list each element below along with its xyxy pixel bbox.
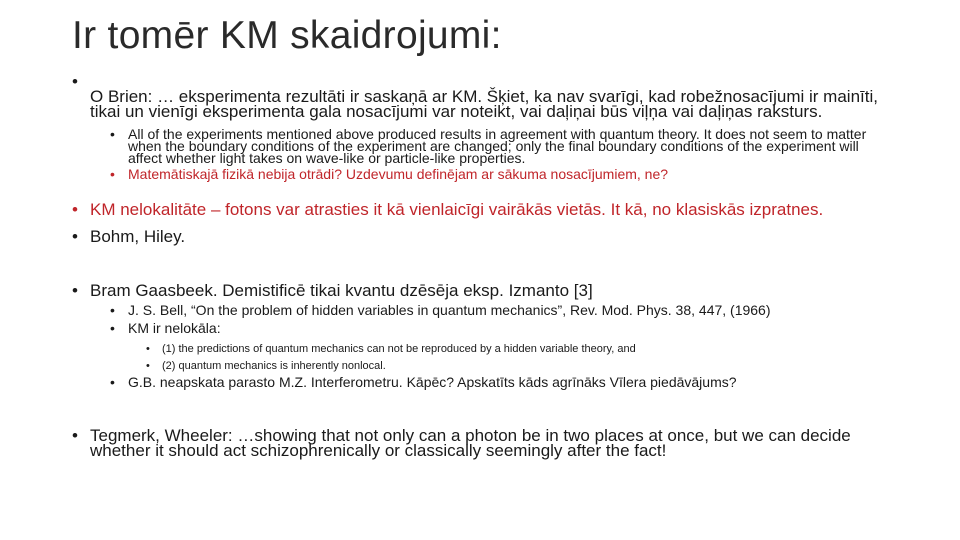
slide-title: Ir tomēr KM skaidrojumi: xyxy=(72,14,502,57)
subbullet-text: Matemātiskajā fizikā nebija otrādi? Uzdevumu definējam ar sākuma nosacījumiem, ne? xyxy=(128,166,669,182)
point-text: (2) quantum mechanics is inherently nonlocal. xyxy=(162,360,386,372)
gaasbeek-subbullets xyxy=(110,304,890,340)
subbullet-bell-reference xyxy=(110,304,890,316)
point-hidden-variable xyxy=(146,344,866,355)
bullet-dot: • xyxy=(72,426,78,445)
km-nonlocal-points xyxy=(146,344,866,378)
bullet-obrien-text: O Brien: … eksperimenta rezultāti ir saskaņā ar KM. Šķiet, ka nav svarīgi, kad robežnosacījumi ir mainīti, tikai un vienīgi eksperimenta gala nosacījumi var noteikt, vai daļiņai būs viļņa vai daļiņas raksturs. xyxy=(90,87,878,121)
bullet-dot: • xyxy=(72,281,78,300)
bullet-dot: • xyxy=(110,320,115,336)
subbullet-text: KM ir nelokāla: xyxy=(128,320,221,336)
bullet-bohm-hiley xyxy=(72,229,932,244)
bullet-dot: • xyxy=(110,302,115,318)
bullet-dot: • xyxy=(72,72,78,91)
bullet-gaasbeek-row xyxy=(72,283,932,298)
bullet-dot: • xyxy=(72,200,78,219)
bullet-dot: • xyxy=(110,126,115,142)
bullet-dot: • xyxy=(146,343,150,355)
obrien-subbullets xyxy=(110,128,870,184)
subbullet-quantum-theory xyxy=(110,128,870,164)
bullet-text: Bram Gaasbeek. Demistificē tikai kvantu dzēsēja eksp. Izmanto [3] xyxy=(90,281,593,300)
bullet-dot: • xyxy=(110,374,115,390)
subbullet-text: All of the experiments mentioned above produced results in agreement with quantum theory. It does not seem to matter when the boundary conditions of the experiment are changed; only the final boundary conditions of the experiment will affect whether light takes on wave-like or particle-like properties. xyxy=(128,126,867,166)
bullet-text: KM nelokalitāte – fotons var atrasties it kā vienlaicīgi vairākās vietās. It kā, no klasiskās izpratnes. xyxy=(90,200,824,219)
bullet-tegmerk-wheeler xyxy=(72,428,892,458)
point-inherently-nonlocal xyxy=(146,361,866,372)
bullet-text: Bohm, Hiley. xyxy=(90,227,186,246)
bullet-tegmerk-row xyxy=(72,428,892,458)
bullet-gaasbeek xyxy=(72,283,932,298)
bullet-dot: • xyxy=(72,227,78,246)
subbullet-interferometer xyxy=(110,376,890,388)
bullet-dot: • xyxy=(110,166,115,182)
subbullet-text: G.B. neapskata parasto M.Z. Interferometru. Kāpēc? Apskatīts kāds agrīnāks Vīlera piedāvājums? xyxy=(128,374,737,390)
bullet-km-nonlocality xyxy=(72,202,932,217)
subbullet-text: J. S. Bell, “On the problem of hidden variables in quantum mechanics”, Rev. Mod. Phys. 38, 447, (1966) xyxy=(128,302,771,318)
point-text: (1) the predictions of quantum mechanics can not be reproduced by a hidden variable theory, and xyxy=(162,343,636,355)
gaasbeek-subbullets-2 xyxy=(110,376,890,388)
bullet-dot: • xyxy=(146,360,150,372)
bullet-group-nonlocality xyxy=(72,202,932,256)
bullet-text: Tegmerk, Wheeler: …showing that not only can a photon be in two places at once, but we can decide whether it should act schizophrenically or classically seemingly after the fact! xyxy=(90,426,851,460)
subbullet-km-nonlocal xyxy=(110,322,890,334)
subbullet-math-physics xyxy=(110,168,870,180)
bullet-obrien xyxy=(72,74,892,119)
